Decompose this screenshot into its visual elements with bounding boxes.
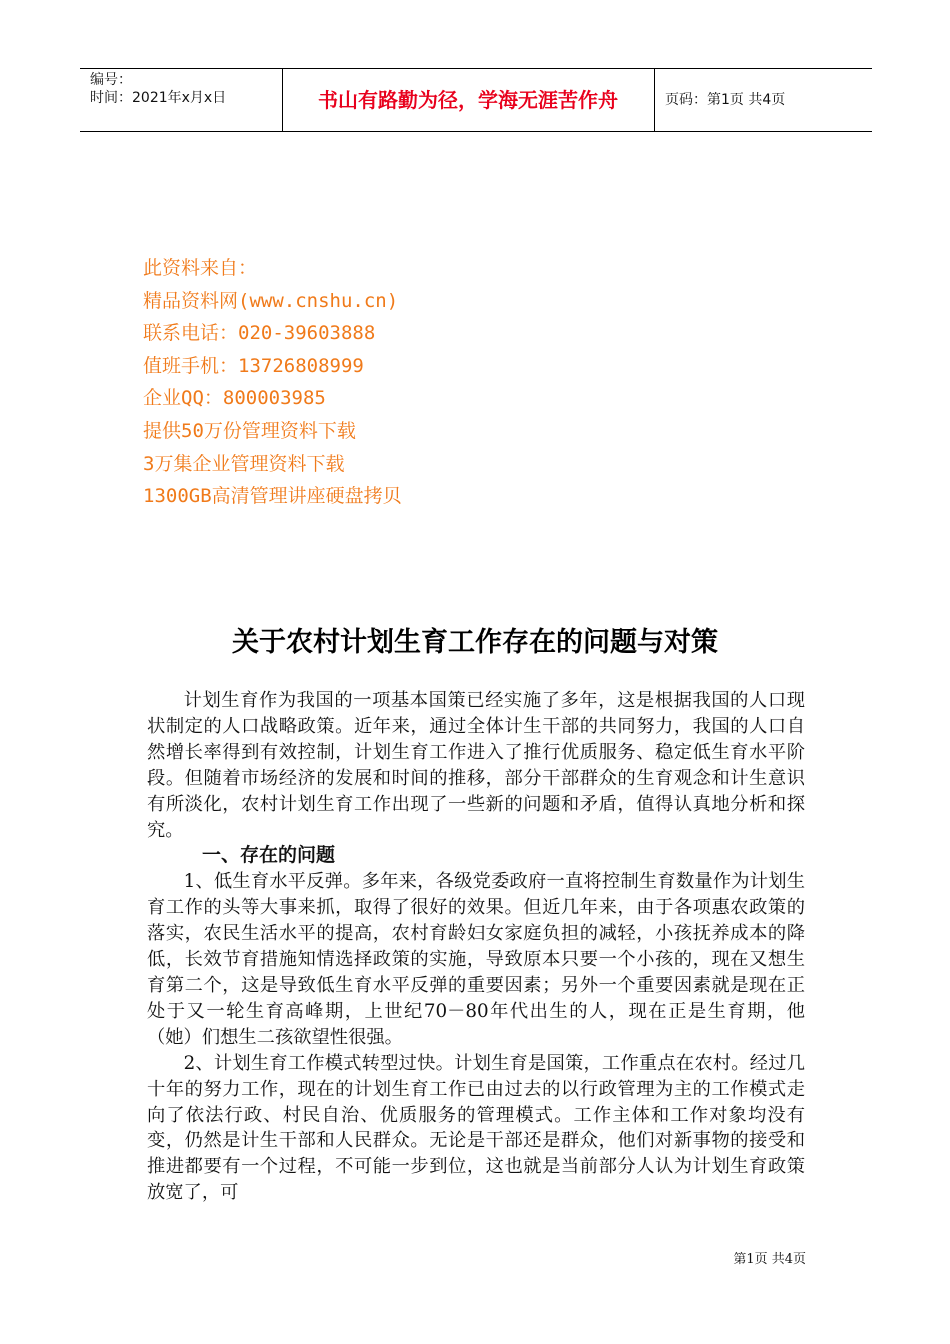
- source-line: 1300GB高清管理讲座硬盘拷贝: [143, 485, 402, 508]
- source-line: 3万集企业管理资料下载: [143, 452, 345, 475]
- document-title: 关于农村计划生育工作存在的问题与对策: [232, 627, 718, 658]
- source-qq: 企业QQ：800003985: [143, 387, 326, 410]
- number-label: 编号：: [90, 72, 132, 88]
- source-line: 此资料来自：: [143, 257, 258, 279]
- section-heading: 一、存在的问题: [202, 844, 336, 867]
- page-footer: 第1页 共4页: [733, 1252, 806, 1267]
- source-mobile: 值班手机：13726808999: [143, 354, 364, 377]
- document-body: [147, 688, 805, 1206]
- header-meta-cell: [80, 69, 283, 131]
- intro-paragraph: 计划生育作为我国的一项基本国策已经实施了多年，这是根据我国的人口现状制定的人口战略政策。近年来，通过全体计生干部的共同努力，我国的人口自然增长率得到有效控制，计划生育工作进入了推行优质服务、稳定低生育水平阶段。但随着市场经济的发展和时间的推移，部分干部群众的生育观念和计生意识有所淡化，农村计划生育工作出现了一些新的问题和矛盾，值得认真地分析和探究。: [147, 690, 805, 841]
- source-info-block: [143, 252, 402, 513]
- header-page-info: 页码：第1页 共4页: [665, 92, 786, 108]
- time-label: 时间：2021年x月x日: [90, 90, 227, 106]
- body-paragraph: 1、低生育水平反弹。多年来，各级党委政府一直将控制生育数量作为计划生育工作的头等大事来抓，取得了很好的效果。但近几年来，由于各项惠农政策的落实，农民生活水平的提高，农村育龄妇女家庭负担的减轻，小孩抚养成本的降低，长效节育措施知情选择政策的实施，导致原本只要一个小孩的，现在又想生育第二个，这是导致低生育水平反弹的重要因素；另外一个重要因素就是现在正处于又一轮生育高峰期，上世纪70－80年代出生的人，现在正是生育期，他（她）们想生二孩欲望性很强。: [147, 871, 805, 1048]
- source-phone: 联系电话：020-39603888: [143, 322, 376, 345]
- header-motto: 书山有路勤为径，学海无涯苦作舟: [282, 69, 655, 131]
- page-header: [80, 68, 872, 132]
- body-paragraph: 2、计划生育工作模式转型过快。计划生育是国策，工作重点在农村。经过几十年的努力工作，现在的计划生育工作已由过去的以行政管理为主的工作模式走向了依法行政、村民自治、优质服务的管理模式。工作主体和工作对象均没有变，仍然是计生干部和人民群众。无论是干部还是群众，他们对新事物的接受和推进都要有一个过程，不可能一步到位，这也就是当前部分人认为计划生育政策放宽了，可: [147, 1052, 805, 1204]
- source-website-link[interactable]: 精品资料网(www.cnshu.cn): [143, 289, 399, 312]
- source-line: 提供50万份管理资料下载: [143, 419, 356, 442]
